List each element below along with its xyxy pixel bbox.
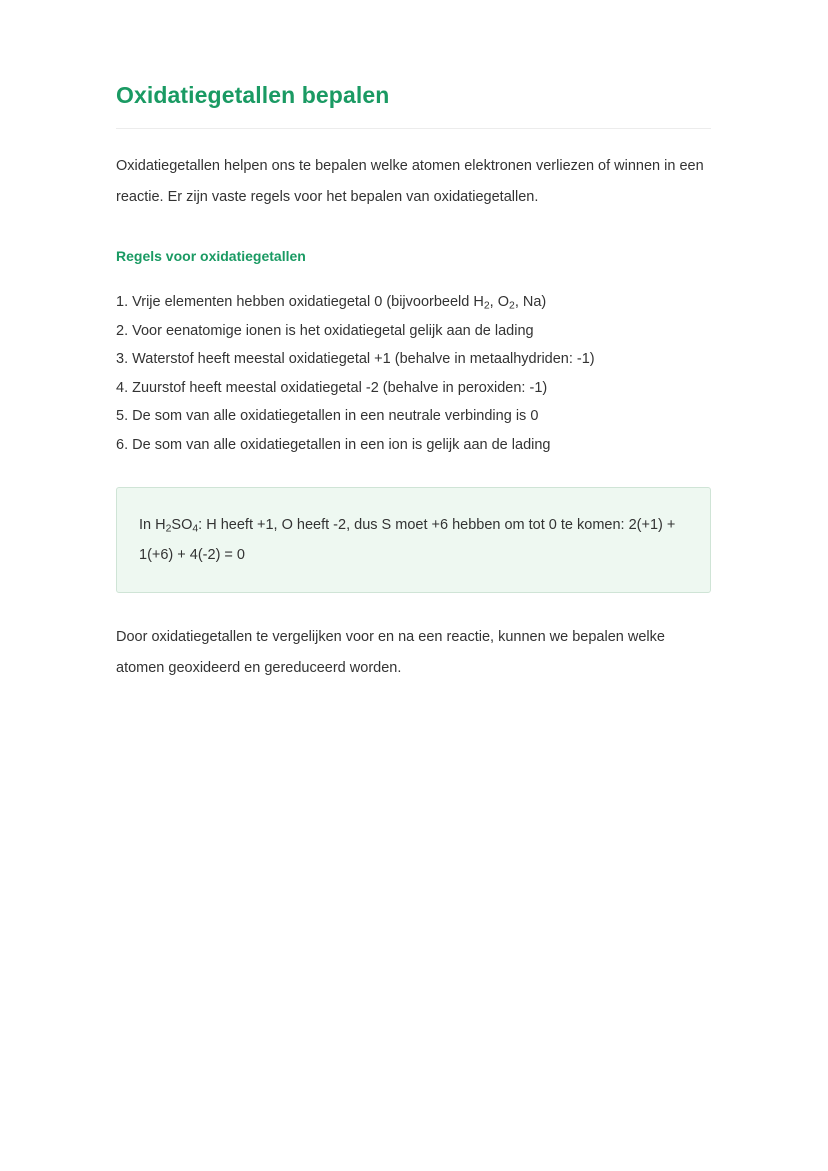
example-callout-text [139, 510, 688, 570]
rule-number: 1. [116, 294, 129, 310]
subscript: 2 [483, 300, 490, 312]
subscript: 4 [192, 523, 199, 535]
document-content-column [116, 0, 711, 684]
example-callout-box [116, 487, 711, 593]
list-item [116, 374, 711, 403]
example-formula-mid: SO [171, 517, 193, 533]
example-prefix: In H [139, 517, 166, 533]
closing-paragraph: Door oxidatiegetallen te vergelijken voor en na een reactie, kunnen we bepalen welke atomen geoxideerd en gereduceerd worden. [116, 629, 665, 676]
rule-text: Waterstof heeft meestal oxidatiegetal +1 (behalve in metaalhydriden: -1) [132, 351, 595, 367]
list-item [116, 317, 711, 346]
rule-number: 2. [116, 322, 129, 339]
rule-text: Voor eenatomige ionen is het oxidatiegetal gelijk aan de lading [132, 322, 534, 339]
page-title: Oxidatiegetallen bepalen [116, 82, 390, 108]
rule-text: De som van alle oxidatiegetallen in een ion is gelijk aan de lading [132, 436, 551, 453]
list-item [116, 345, 711, 374]
intro-paragraph: Oxidatiegetallen helpen ons te bepalen welke atomen elektronen verliezen of winnen in een reactie. Er zijn vaste regels voor het bepalen van oxidatiegetallen. [116, 158, 704, 205]
list-item [116, 402, 711, 431]
rule-text-before: Vrije elementen hebben oxidatiegetal 0 (bijvoorbeeld H [132, 294, 484, 310]
list-item [116, 431, 711, 460]
example-body: : H heeft +1, O heeft -2, dus S moet +6 hebben om tot 0 te komen: 2(+1) + 1(+6) + 4(-2) = 0 [139, 517, 676, 563]
subscript: 2 [509, 300, 515, 312]
rule-text-mid: , O [489, 294, 509, 310]
rules-list [116, 267, 711, 459]
list-item [116, 288, 711, 317]
rule-number: 6. [116, 436, 129, 453]
rule-text-after: , Na) [514, 294, 547, 310]
rule-number: 5. [116, 408, 129, 424]
rule-text: Zuurstof heeft meestal oxidatiegetal -2 (behalve in peroxiden: -1) [132, 379, 548, 396]
rule-number: 4. [116, 379, 129, 396]
section-heading-rules: Regels voor oxidatiegetallen [116, 248, 306, 264]
subscript: 2 [165, 523, 172, 535]
rule-number: 3. [116, 351, 129, 367]
rule-text: De som van alle oxidatiegetallen in een neutrale verbinding is 0 [132, 408, 539, 424]
